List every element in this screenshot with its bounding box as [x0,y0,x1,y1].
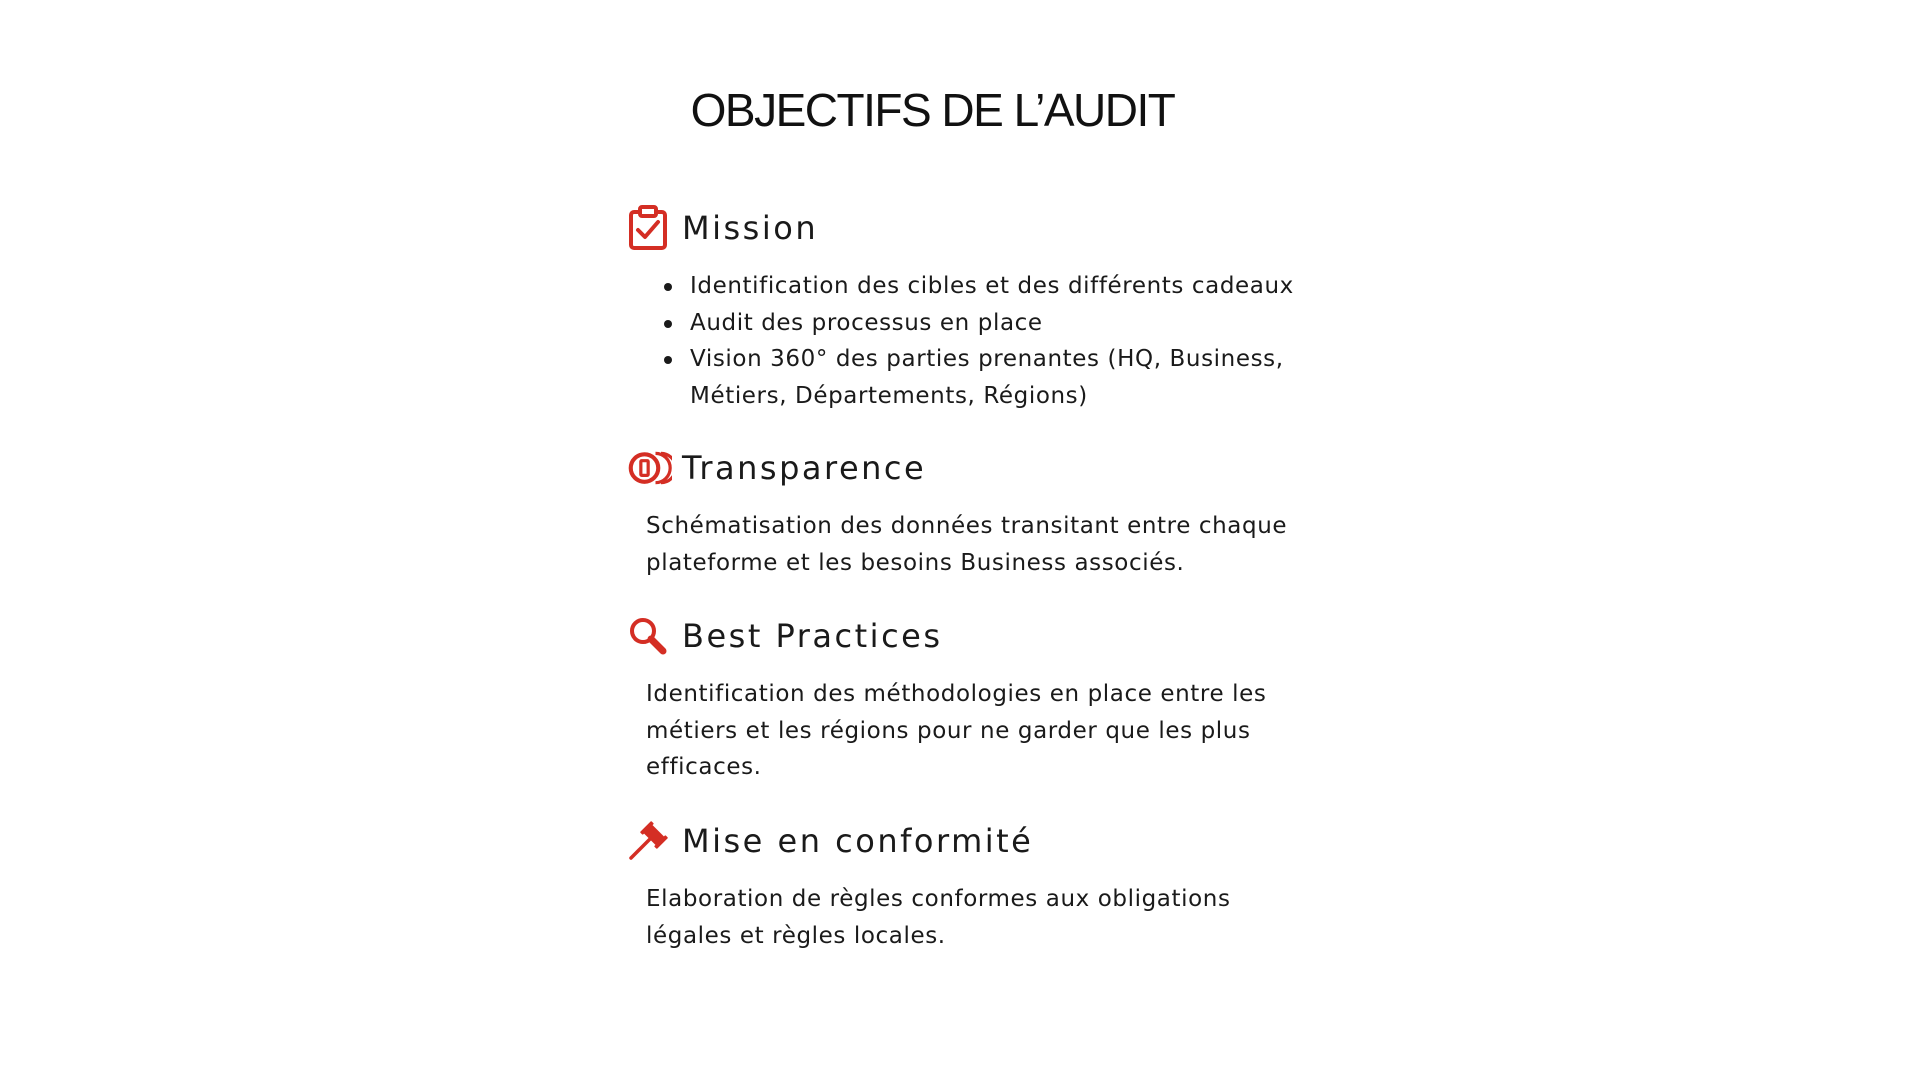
magnifier-icon [628,614,672,658]
section-mise-en-conformite [628,813,1306,954]
section-title: Mise en conformité [682,822,1034,860]
section-header [628,440,1306,496]
page-title: OBJECTIFS DE L’AUDIT [690,84,1175,136]
section-header [628,813,1306,869]
text-line: plateforme et les besoins Business associés. [646,549,1185,576]
text-line: efficaces. [646,754,762,780]
list-item [664,268,1294,305]
clipboard-check-icon [628,206,672,250]
section-text [646,881,1306,954]
text-line: Schématisation des données transitant entre chaque [646,513,1288,539]
section-text [646,508,1306,581]
list-item [664,341,1294,414]
text-line: métiers et les régions pour ne garder que les plus [646,717,1251,744]
bullet-dot [664,356,672,364]
list-item-text: Vision 360° des parties prenantes (HQ, Business, [690,346,1284,372]
coins-icon [628,446,672,490]
list-item-text-continued: Métiers, Départements, Régions) [690,382,1088,409]
bullet-dot [664,320,672,328]
section-title: Transparence [682,449,927,487]
section-mission [628,200,1294,414]
section-best-practices [628,608,1306,786]
text-line: légales et règles locales. [646,922,946,949]
section-header [628,200,1294,256]
list-item-text: Identification des cibles et des différents cadeaux [690,273,1294,299]
section-title: Best Practices [682,617,943,655]
gavel-icon [628,819,672,863]
list-item [664,305,1294,342]
text-line: Identification des méthodologies en place entre les [646,681,1267,707]
list-item-text: Audit des processus en place [690,309,1043,336]
section-title: Mission [682,209,819,247]
section-header [628,608,1306,664]
mission-bullet-list [664,268,1294,414]
bullet-dot [664,283,672,291]
section-text [646,676,1306,786]
section-transparence [628,440,1306,581]
text-line: Elaboration de règles conformes aux obligations [646,886,1231,912]
